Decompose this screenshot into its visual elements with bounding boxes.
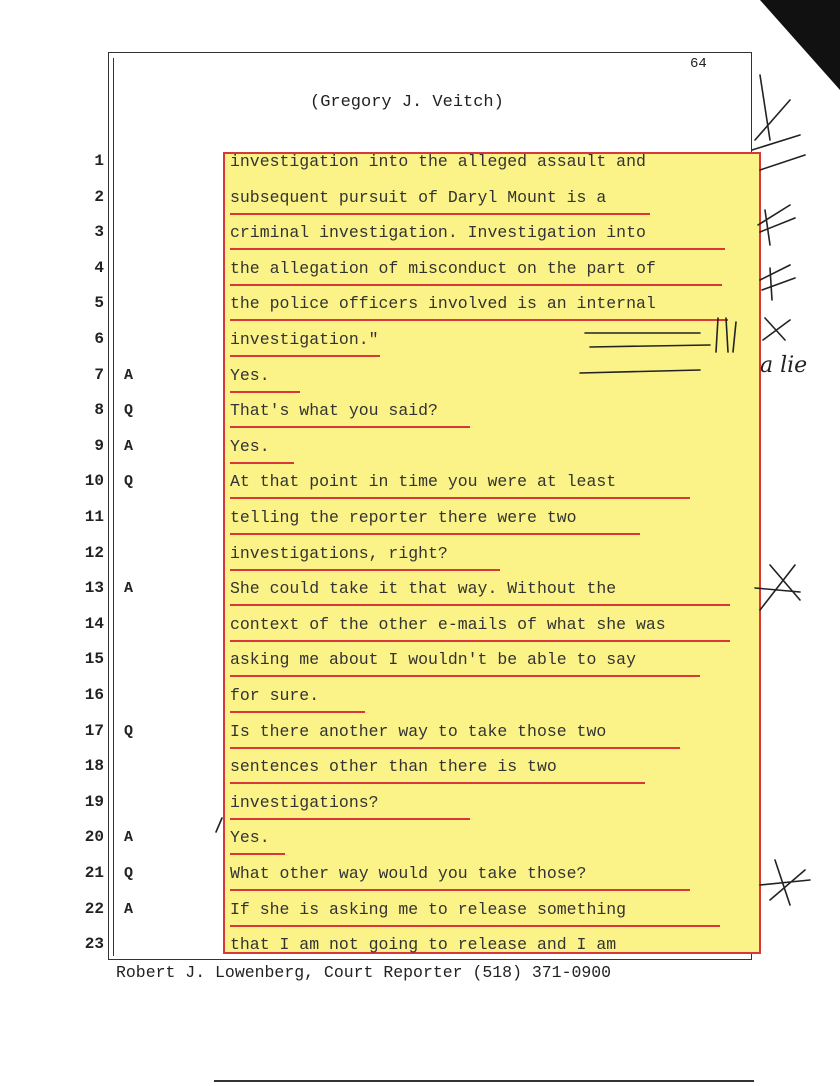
transcript-line-text: asking me about I wouldn't be able to say [230, 650, 636, 670]
transcript-line-text: She could take it that way. Without the [230, 579, 617, 599]
line-number: 13 [84, 579, 104, 598]
witness-header: (Gregory J. Veitch) [310, 93, 504, 112]
transcript-line-text: investigation into the alleged assault and [230, 152, 646, 171]
line-number: 4 [94, 258, 104, 277]
margin-mark-2 [758, 205, 795, 245]
margin-mark-4 [763, 318, 790, 340]
transcript-line-text: Yes. [230, 436, 270, 456]
margin-mark-1 [752, 75, 805, 170]
line-number: 1 [94, 152, 104, 170]
line-number: 19 [84, 792, 104, 811]
line-number: 10 [84, 472, 104, 491]
line-number: 22 [84, 899, 104, 918]
transcript-line-text: subsequent pursuit of Daryl Mount is a [230, 187, 607, 207]
transcript-line-text: investigations? [230, 792, 379, 812]
margin-mark-3 [760, 265, 795, 300]
transcript-line-text: the police officers involved is an internal [230, 294, 656, 314]
margin-note: a lie [760, 353, 808, 378]
speaker-label: A [124, 580, 134, 598]
line-number: 20 [84, 828, 104, 847]
transcript-line-text: investigation." [230, 330, 379, 349]
bottom-rule [214, 1080, 754, 1082]
line-number: 9 [94, 436, 104, 455]
line-number: 17 [84, 721, 104, 740]
transcript-line-text: the allegation of misconduct on the part of [230, 258, 656, 278]
speaker-label: A [124, 366, 134, 384]
transcript-line-text: What other way would you take those? [230, 864, 587, 883]
speaker-label: A [124, 900, 134, 918]
transcript-line-text: Yes. [230, 828, 270, 848]
line-number: 23 [84, 935, 104, 954]
scribble-lines [580, 333, 710, 373]
line-number: 15 [84, 650, 104, 669]
transcript-line-text: context of the other e-mails of what she was [230, 614, 666, 634]
line-number: 14 [84, 614, 104, 633]
margin-mark-5 [755, 565, 800, 610]
mark-line-20 [216, 818, 222, 832]
transcript-line-text: That's what you said? [230, 401, 438, 421]
line-number: 7 [94, 365, 104, 384]
speaker-label: Q [124, 402, 134, 420]
line-number: 5 [94, 294, 104, 313]
line-number: 8 [94, 401, 104, 420]
line-number: 18 [84, 757, 104, 776]
speaker-label: A [124, 437, 134, 455]
speaker-label: Q [124, 865, 134, 882]
footer-court-reporter: Robert J. Lowenberg, Court Reporter (518) 371-0900 [116, 963, 612, 982]
speaker-label: Q [124, 722, 134, 740]
transcript-line-text: Yes. [230, 365, 270, 385]
line-number: 2 [94, 187, 104, 206]
margin-mark-6 [760, 860, 810, 905]
transcript-line-text: At that point in time you were at least [230, 472, 617, 492]
line-number: 6 [94, 330, 104, 348]
line-number: 21 [84, 864, 104, 882]
exclamation-marks [716, 318, 736, 352]
transcript-line-text: If she is asking me to release something [230, 899, 627, 919]
transcript-line-text: criminal investigation. Investigation into [230, 223, 646, 243]
line-number: 12 [84, 543, 104, 562]
transcript-line-text: sentences other than there is two [230, 757, 557, 777]
transcript-line-text: Is there another way to take those two [230, 721, 607, 741]
transcript-line-text: for sure. [230, 686, 320, 705]
line-number: 16 [84, 686, 104, 704]
page-number: 64 [690, 56, 707, 72]
speaker-label: A [124, 829, 134, 847]
transcript-line-text: that I am not going to release and I am [230, 935, 617, 955]
line-number: 11 [84, 508, 104, 526]
speaker-label: Q [124, 473, 134, 491]
transcript-line-text: investigations, right? [230, 543, 448, 563]
line-number: 3 [94, 223, 104, 242]
transcript-line-text: telling the reporter there were two [230, 508, 577, 527]
